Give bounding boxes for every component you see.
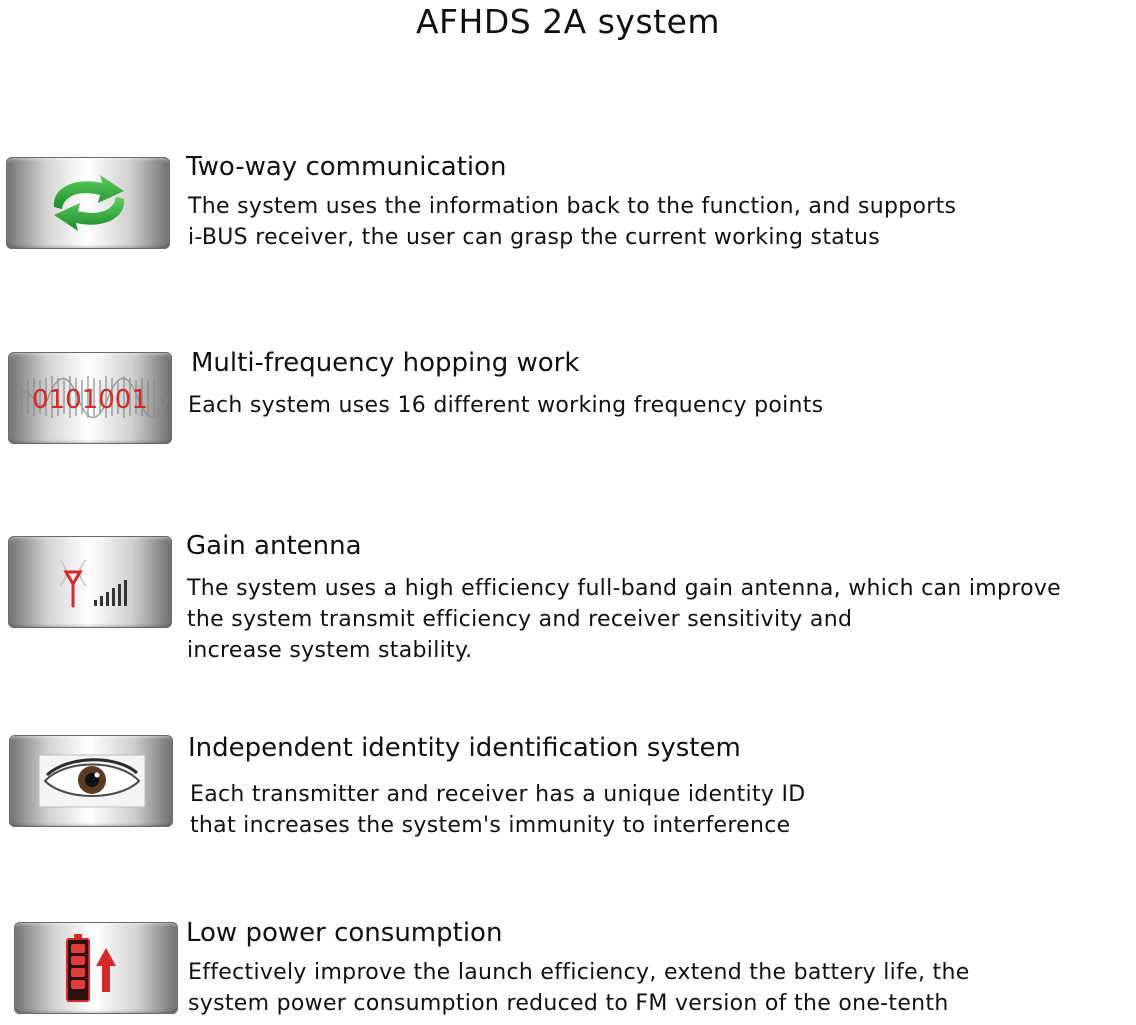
feature-title: Gain antenna xyxy=(186,531,362,561)
binary-frequency-icon xyxy=(8,352,172,444)
feature-description xyxy=(188,957,970,1019)
description-line: Each transmitter and receiver has a unique identity ID xyxy=(190,782,806,807)
description-line: the system transmit efficiency and receiver sensitivity and xyxy=(187,607,853,632)
description-line: Effectively improve the launch efficiency, extend the battery life, the xyxy=(188,960,970,985)
feature-description xyxy=(188,191,956,253)
feature-description xyxy=(190,779,806,841)
binary-frequency-tile xyxy=(8,352,172,444)
eye-tile xyxy=(9,735,173,827)
two-way-arrows-icon xyxy=(6,157,170,249)
feature-description xyxy=(187,573,1061,666)
feature-title: Independent identity identification system xyxy=(188,733,741,763)
antenna-signal-icon xyxy=(8,536,172,628)
description-line: The system uses the information back to the function, and supports xyxy=(188,194,957,219)
feature-description xyxy=(188,390,823,421)
description-line: Each system uses 16 different working frequency points xyxy=(188,393,824,418)
page-title: AFHDS 2A system xyxy=(415,2,721,41)
description-line: system power consumption reduced to FM version of the one-tenth xyxy=(188,991,949,1016)
battery-up-tile xyxy=(14,922,178,1014)
description-line: that increases the system's immunity to interference xyxy=(190,813,791,838)
binary-digits-text: 0101001 xyxy=(32,385,148,415)
description-line: The system uses a high efficiency full-band gain antenna, which can improve xyxy=(187,576,1062,601)
description-line: increase system stability. xyxy=(187,638,473,663)
feature-title: Low power consumption xyxy=(186,918,503,948)
feature-title: Two-way communication xyxy=(186,152,507,182)
antenna-signal-tile xyxy=(8,536,172,628)
feature-title: Multi-frequency hopping work xyxy=(191,348,580,378)
two-way-arrows-tile xyxy=(6,157,170,249)
battery-up-icon xyxy=(14,922,172,1014)
eye-icon xyxy=(9,735,173,827)
description-line: i-BUS receiver, the user can grasp the current working status xyxy=(188,225,880,250)
